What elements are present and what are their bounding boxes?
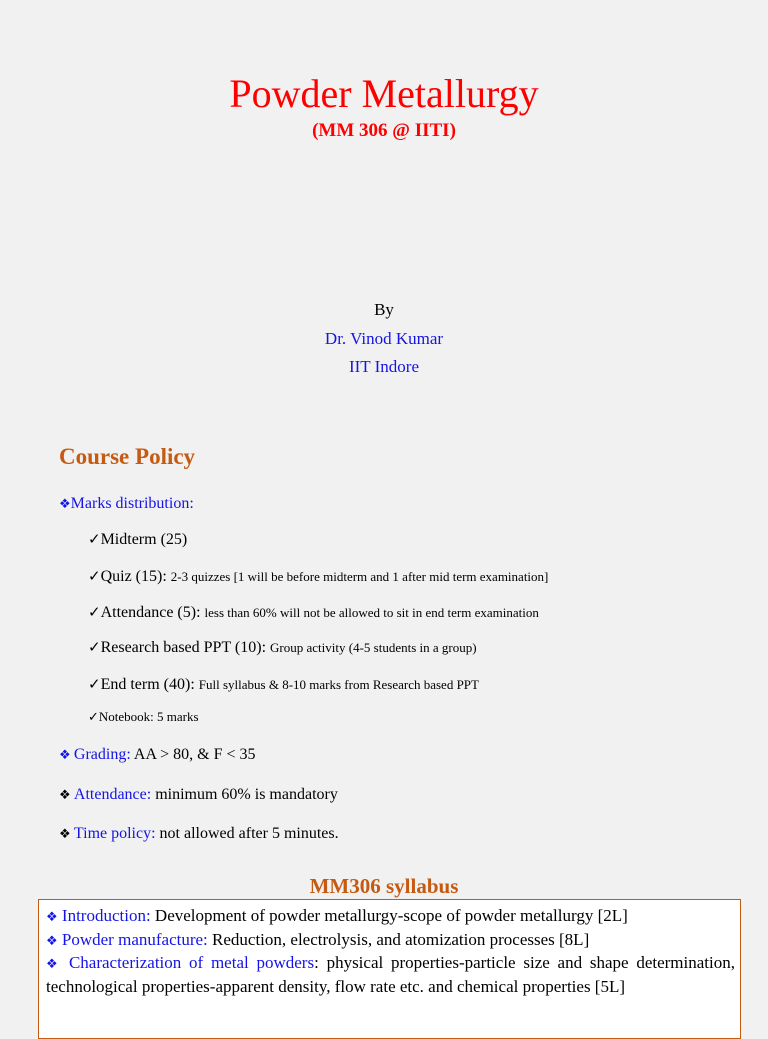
grading-item <box>59 744 256 766</box>
marks-item-notebook <box>88 706 199 728</box>
marks-item-note: less than 60% will not be allowed to sit in end term examination <box>204 605 539 620</box>
syllabus-item-label: Introduction: <box>61 906 151 925</box>
diamond-bullet-icon: ❖ <box>59 496 71 511</box>
check-icon: ✓ <box>88 605 101 621</box>
course-code: (MM 306 @ IITI) <box>312 120 456 141</box>
syllabus-item-characterization <box>46 951 735 998</box>
syllabus-item-text: : physical properties-particle size and shape determination, technological properties-apparent density, flow rate etc. and chemical properties [5L] <box>46 953 735 996</box>
marks-item-end-term <box>88 674 479 696</box>
marks-item-main: Midterm (25) <box>100 531 188 548</box>
diamond-bullet-icon: ❖ <box>59 747 74 762</box>
diamond-bullet-icon: ❖ <box>59 787 74 802</box>
time-policy-label: Time policy: <box>73 825 156 842</box>
grading-label: Grading: <box>73 746 131 763</box>
institution-name: IIT Indore <box>348 357 420 376</box>
attendance-label: Attendance: <box>73 786 152 803</box>
syllabus-heading: MM306 syllabus <box>309 874 459 898</box>
marks-item-note: Full syllabus & 8-10 marks from Research based PPT <box>198 677 479 692</box>
diamond-bullet-icon: ❖ <box>59 826 74 841</box>
marks-item-note: Notebook: 5 marks <box>98 709 199 724</box>
page-title: Powder Metallurgy <box>229 71 539 116</box>
author-name: Dr. Vinod Kumar <box>324 329 444 348</box>
check-icon: ✓ <box>88 677 101 693</box>
syllabus-item-label: Powder manufacture: <box>61 930 208 949</box>
syllabus-item-text: Development of powder metallurgy-scope of powder metallurgy [2L] <box>150 906 628 925</box>
check-icon: ✓ <box>88 640 101 656</box>
marks-item-main: Research based PPT (10): <box>100 639 271 656</box>
marks-item-main: End term (40): <box>100 676 199 693</box>
diamond-bullet-icon: ❖ <box>46 956 62 971</box>
by-label: By <box>374 300 394 319</box>
syllabus-item-introduction <box>46 904 735 928</box>
syllabus-item-powder-manufacture <box>46 928 735 952</box>
check-icon: ✓ <box>88 569 101 585</box>
marks-item-quiz <box>88 566 548 588</box>
diamond-bullet-icon: ❖ <box>46 933 58 948</box>
syllabus-item-text: Reduction, electrolysis, and atomization processes [8L] <box>207 930 590 949</box>
marks-item-research-ppt <box>88 637 477 659</box>
attendance-item <box>59 784 338 806</box>
syllabus-item-label: Characterization of metal powders <box>68 953 315 972</box>
diamond-bullet-icon: ❖ <box>46 909 58 924</box>
marks-item-midterm <box>88 529 187 551</box>
marks-item-note: Group activity (4-5 students in a group) <box>270 640 477 655</box>
course-policy-heading: Course Policy <box>59 444 196 469</box>
marks-item-main: Quiz (15): <box>100 568 171 585</box>
time-policy-text: not allowed after 5 minutes. <box>155 825 339 842</box>
attendance-text: minimum 60% is mandatory <box>151 786 338 803</box>
marks-item-note: 2-3 quizzes [1 will be before midterm and 1 after mid term examination] <box>170 569 549 584</box>
marks-distribution-label: Marks distribution: <box>70 495 194 512</box>
marks-distribution-item <box>59 493 194 515</box>
check-icon: ✓ <box>88 532 101 548</box>
check-icon: ✓ <box>88 709 99 724</box>
grading-text: AA > 80, & F < 35 <box>130 746 256 763</box>
marks-item-attendance <box>88 602 539 624</box>
time-policy-item <box>59 823 339 845</box>
marks-item-main: Attendance (5): <box>100 604 205 621</box>
